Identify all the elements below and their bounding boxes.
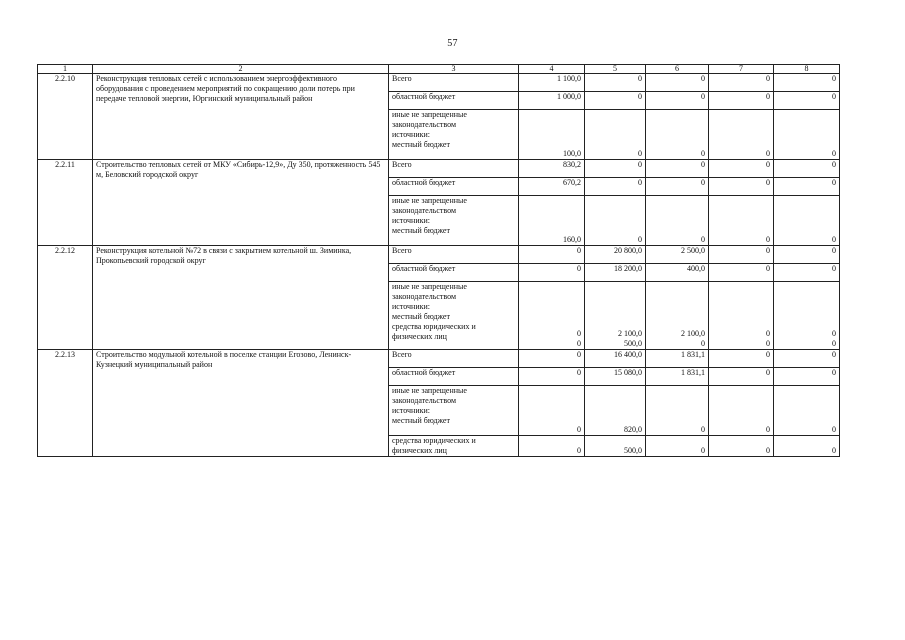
- value-col-5: 18 200,0: [585, 264, 646, 282]
- value-col-8: 0: [774, 92, 840, 110]
- item-code: 2.2.13: [38, 350, 93, 457]
- funding-source: средства юридических и физических лиц: [389, 436, 519, 457]
- value-col-8: 0: [774, 368, 840, 386]
- value-col-4: 670,2: [519, 178, 585, 196]
- value-col-4: 1 100,0: [519, 74, 585, 92]
- header-cell-8: 8: [774, 65, 840, 74]
- value-col-8: 0: [774, 110, 840, 160]
- value-col-6: 0: [646, 160, 709, 178]
- value-col-8: 0: [774, 160, 840, 178]
- value-col-5: 820,0: [585, 386, 646, 436]
- value-col-8: 0: [774, 246, 840, 264]
- value-col-7: 0: [709, 436, 774, 457]
- financing-table: [37, 64, 840, 457]
- value-col-8: 0: [774, 350, 840, 368]
- value-col-6: 0: [646, 386, 709, 436]
- table-row: [38, 350, 840, 368]
- value-col-4: 0 0: [519, 282, 585, 350]
- item-title: Строительство тепловых сетей от МКУ «Сибирь-12,9», Ду 350, протяженность 545 м, Беловский городской округ: [93, 160, 389, 246]
- value-col-7: 0: [709, 350, 774, 368]
- value-col-4: 100,0: [519, 110, 585, 160]
- value-col-4: 0: [519, 350, 585, 368]
- funding-source: областной бюджет: [389, 92, 519, 110]
- value-col-7: 0 0: [709, 282, 774, 350]
- value-col-4: 0: [519, 368, 585, 386]
- item-code: 2.2.12: [38, 246, 93, 350]
- header-row: [38, 65, 840, 74]
- value-col-6: 2 500,0: [646, 246, 709, 264]
- funding-source: Всего: [389, 74, 519, 92]
- value-col-6: 0: [646, 110, 709, 160]
- value-col-7: 0: [709, 92, 774, 110]
- value-col-7: 0: [709, 160, 774, 178]
- header-cell-4: 4: [519, 65, 585, 74]
- item-title: Реконструкция тепловых сетей с использованием энергоэффективного оборудования с проведением мероприятий по сокращению доли потерь при передаче тепловой энергии, Юргинский муниципальный район: [93, 74, 389, 160]
- funding-source: областной бюджет: [389, 368, 519, 386]
- value-col-5: 2 100,0 500,0: [585, 282, 646, 350]
- item-title: Реконструкция котельной №72 в связи с закрытием котельной ш. Зиминка, Прокопьевский городской округ: [93, 246, 389, 350]
- value-col-4: 830,2: [519, 160, 585, 178]
- value-col-7: 0: [709, 386, 774, 436]
- value-col-6: 1 831,1: [646, 368, 709, 386]
- value-col-7: 0: [709, 178, 774, 196]
- value-col-6: 1 831,1: [646, 350, 709, 368]
- funding-source: иные не запрещенные законодательством источники: местный бюджет: [389, 110, 519, 160]
- value-col-5: 15 080,0: [585, 368, 646, 386]
- funding-source: Всего: [389, 350, 519, 368]
- value-col-8: 0: [774, 386, 840, 436]
- header-cell-2: 2: [93, 65, 389, 74]
- funding-source: иные не запрещенные законодательством источники: местный бюджет средства юридических и физических лиц: [389, 282, 519, 350]
- value-col-6: 400,0: [646, 264, 709, 282]
- value-col-8: 0: [774, 436, 840, 457]
- funding-source: Всего: [389, 246, 519, 264]
- value-col-6: 0: [646, 74, 709, 92]
- value-col-7: 0: [709, 368, 774, 386]
- value-col-6: 0: [646, 196, 709, 246]
- value-col-5: 0: [585, 92, 646, 110]
- value-col-6: 2 100,0 0: [646, 282, 709, 350]
- funding-source: областной бюджет: [389, 264, 519, 282]
- header-cell-1: 1: [38, 65, 93, 74]
- value-col-4: 0: [519, 386, 585, 436]
- value-col-7: 0: [709, 74, 774, 92]
- value-col-6: 0: [646, 92, 709, 110]
- item-title: Строительство модульной котельной в поселке станции Егозово, Ленинск-Кузнецкий муниципальный район: [93, 350, 389, 457]
- header-cell-7: 7: [709, 65, 774, 74]
- funding-source: областной бюджет: [389, 178, 519, 196]
- value-col-5: 0: [585, 196, 646, 246]
- header-cell-3: 3: [389, 65, 519, 74]
- value-col-6: 0: [646, 436, 709, 457]
- item-code: 2.2.11: [38, 160, 93, 246]
- value-col-8: 0: [774, 264, 840, 282]
- value-col-7: 0: [709, 246, 774, 264]
- value-col-4: 0: [519, 436, 585, 457]
- value-col-4: 1 000,0: [519, 92, 585, 110]
- value-col-8: 0: [774, 74, 840, 92]
- value-col-5: 0: [585, 110, 646, 160]
- value-col-8: 0: [774, 178, 840, 196]
- page-number: 57: [447, 38, 458, 49]
- value-col-5: 0: [585, 160, 646, 178]
- value-col-4: 0: [519, 246, 585, 264]
- value-col-5: 0: [585, 178, 646, 196]
- header-cell-5: 5: [585, 65, 646, 74]
- value-col-7: 0: [709, 196, 774, 246]
- funding-source: иные не запрещенные законодательством источники: местный бюджет: [389, 196, 519, 246]
- value-col-4: 160,0: [519, 196, 585, 246]
- value-col-5: 500,0: [585, 436, 646, 457]
- table-body: [38, 65, 840, 457]
- value-col-5: 16 400,0: [585, 350, 646, 368]
- header-cell-6: 6: [646, 65, 709, 74]
- value-col-4: 0: [519, 264, 585, 282]
- table-row: [38, 246, 840, 264]
- item-code: 2.2.10: [38, 74, 93, 160]
- funding-source: иные не запрещенные законодательством источники: местный бюджет: [389, 386, 519, 436]
- value-col-5: 0: [585, 74, 646, 92]
- value-col-7: 0: [709, 264, 774, 282]
- funding-source: Всего: [389, 160, 519, 178]
- value-col-5: 20 800,0: [585, 246, 646, 264]
- value-col-7: 0: [709, 110, 774, 160]
- table-row: [38, 74, 840, 92]
- value-col-8: 0 0: [774, 282, 840, 350]
- value-col-6: 0: [646, 178, 709, 196]
- table-row: [38, 160, 840, 178]
- value-col-8: 0: [774, 196, 840, 246]
